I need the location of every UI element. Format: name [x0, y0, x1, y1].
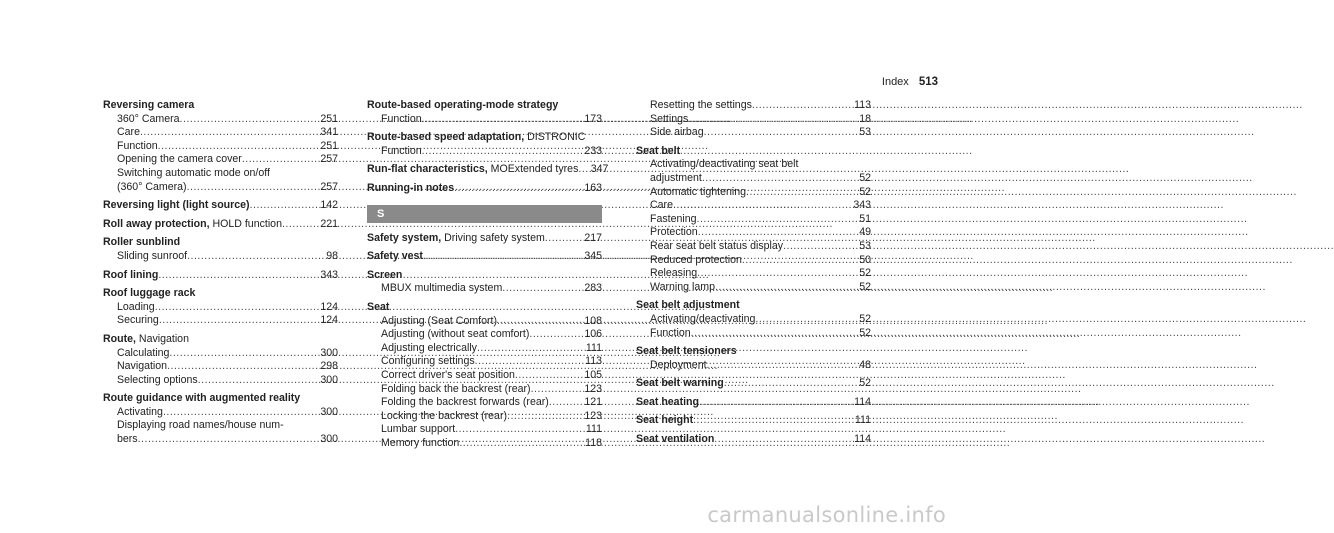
entry-heading: Screen: [367, 268, 403, 281]
index-link[interactable]: Calculating ..... 300: [103, 347, 338, 361]
index-subentry-text: Switching automatic mode on/off: [117, 166, 270, 179]
index-entry[interactable]: Roof lining ..... 343: [103, 269, 338, 283]
index-link[interactable]: Automatic tightening ..... 52: [636, 186, 871, 200]
index-entry[interactable]: Running-in notes ..... 163: [367, 182, 602, 196]
index-entry: [367, 301, 602, 451]
index-link[interactable]: Releasing ..... 52: [636, 267, 871, 281]
index-link[interactable]: Activating ..... 300: [103, 406, 338, 420]
letter-section-header: S: [367, 205, 602, 223]
index-entry-continued: [636, 99, 871, 140]
index-link[interactable]: MBUX multimedia system ..... 283: [367, 282, 602, 296]
index-entry[interactable]: Run-flat characteristics, MOExtended tyres ..... 347: [367, 163, 602, 177]
index-link[interactable]: Reduced protection ..... 50: [636, 254, 871, 268]
index-link[interactable]: Function ..... 173: [367, 113, 602, 127]
index-column-2: [367, 99, 609, 455]
index-link[interactable]: 360° Camera ..... 251: [103, 113, 338, 127]
index-link[interactable]: Settings ..... 18: [636, 113, 871, 127]
index-entry[interactable]: Reversing light (light source) ..... 142: [103, 199, 338, 213]
index-entry[interactable]: Seat belt warning ..... 52: [636, 377, 871, 391]
index-link[interactable]: Rear seat belt status display ..... 53: [636, 240, 871, 254]
index-entry: [103, 99, 338, 194]
page-number: 513: [918, 76, 938, 88]
index-link[interactable]: Memory function ..... 118: [367, 437, 602, 451]
index-link[interactable]: Opening the camera cover ..... 257: [103, 153, 338, 167]
index-entry: [367, 131, 602, 158]
entry-heading: Route, Navigation: [103, 332, 189, 345]
index-column-1: [103, 99, 338, 452]
index-link[interactable]: Adjusting (Seat Comfort) ..... 108: [367, 315, 602, 329]
index-subentry-text: Activating/deactivating seat belt: [650, 158, 799, 171]
index-link[interactable]: Folding the backrest forwards (rear) ..... 121: [367, 396, 602, 410]
index-link[interactable]: Deployment ..... 48: [636, 359, 871, 373]
index-entry: [103, 287, 338, 328]
index-link[interactable]: Care ..... 343: [636, 199, 871, 213]
entry-heading: Roof luggage rack: [103, 287, 196, 300]
index-link[interactable]: Care ..... 341: [103, 126, 338, 140]
index-entry[interactable]: Safety system, Driving safety system ..... 217: [367, 232, 602, 246]
entry-heading: Seat belt tensioners: [636, 345, 737, 358]
index-link[interactable]: Function ..... 251: [103, 140, 338, 154]
index-link[interactable]: adjustment ..... 52: [636, 172, 871, 186]
entry-heading: Route guidance with augmented reality: [103, 392, 301, 405]
index-link[interactable]: Lumbar support ..... 111: [367, 423, 602, 437]
index-entry[interactable]: Seat ventilation ..... 114: [636, 433, 871, 447]
index-entry[interactable]: Roll away protection, HOLD function ..... 221: [103, 218, 338, 232]
entry-heading: Roller sunblind: [103, 236, 181, 249]
index-link[interactable]: Resetting the settings ..... 113: [636, 99, 871, 113]
index-entry: [103, 392, 338, 446]
index-link[interactable]: Configuring settings ..... 113: [367, 355, 602, 369]
index-link[interactable]: Activating/deactivating ..... 52: [636, 313, 871, 327]
index-link[interactable]: Protection ..... 49: [636, 226, 871, 240]
entry-heading: Reversing camera: [103, 99, 195, 111]
index-link[interactable]: Fastening ..... 51: [636, 213, 871, 227]
index-link[interactable]: bers ..... 300: [103, 433, 338, 447]
index-link[interactable]: Selecting options ..... 300: [103, 374, 338, 388]
entry-heading: Seat belt adjustment: [636, 299, 740, 312]
index-link[interactable]: Side airbag ..... 53: [636, 126, 871, 140]
index-subentry-text: Displaying road names/house num-: [117, 419, 284, 432]
index-link[interactable]: Correct driver's seat position ..... 105: [367, 369, 602, 383]
index-entry: [367, 269, 602, 296]
index-entry: [636, 299, 871, 340]
index-column-3: [636, 99, 871, 452]
index-entry[interactable]: Safety vest ..... 345: [367, 250, 602, 264]
index-link[interactable]: (360° Camera) ..... 257: [103, 181, 338, 195]
index-entry: [636, 345, 871, 372]
entry-heading: Seat belt: [636, 144, 681, 157]
entry-heading: Route-based operating-mode strategy: [367, 99, 559, 111]
index-link[interactable]: Warning lamp ..... 52: [636, 281, 871, 295]
index-entry[interactable]: Seat height ..... 111: [636, 414, 871, 428]
entry-heading: Route-based speed adaptation, DISTRONIC: [367, 131, 586, 144]
index-link[interactable]: Locking the backrest (rear) ..... 123: [367, 410, 602, 424]
index-link[interactable]: Navigation ..... 298: [103, 360, 338, 374]
index-entry[interactable]: Seat heating ..... 114: [636, 396, 871, 410]
index-entry: [636, 145, 871, 295]
index-link[interactable]: Loading ..... 124: [103, 301, 338, 315]
index-link[interactable]: Adjusting electrically ..... 111: [367, 342, 602, 356]
index-link[interactable]: Function ..... 233: [367, 145, 602, 159]
watermark: carmanualsonline.info: [707, 503, 946, 527]
index-link[interactable]: Function ..... 52: [636, 327, 871, 341]
index-entry: [103, 333, 338, 387]
index-entry: [103, 236, 338, 263]
section-name: Index: [881, 76, 909, 88]
index-link[interactable]: Folding back the backrest (rear) ..... 123: [367, 383, 602, 397]
index-link[interactable]: Sliding sunroof ..... 98: [103, 250, 338, 264]
entry-heading: Seat: [367, 300, 390, 313]
index-entry: [367, 99, 602, 126]
index-link[interactable]: Securing ..... 124: [103, 314, 338, 328]
index-link[interactable]: Adjusting (without seat comfort) ..... 106: [367, 328, 602, 342]
page-header: [882, 76, 938, 88]
